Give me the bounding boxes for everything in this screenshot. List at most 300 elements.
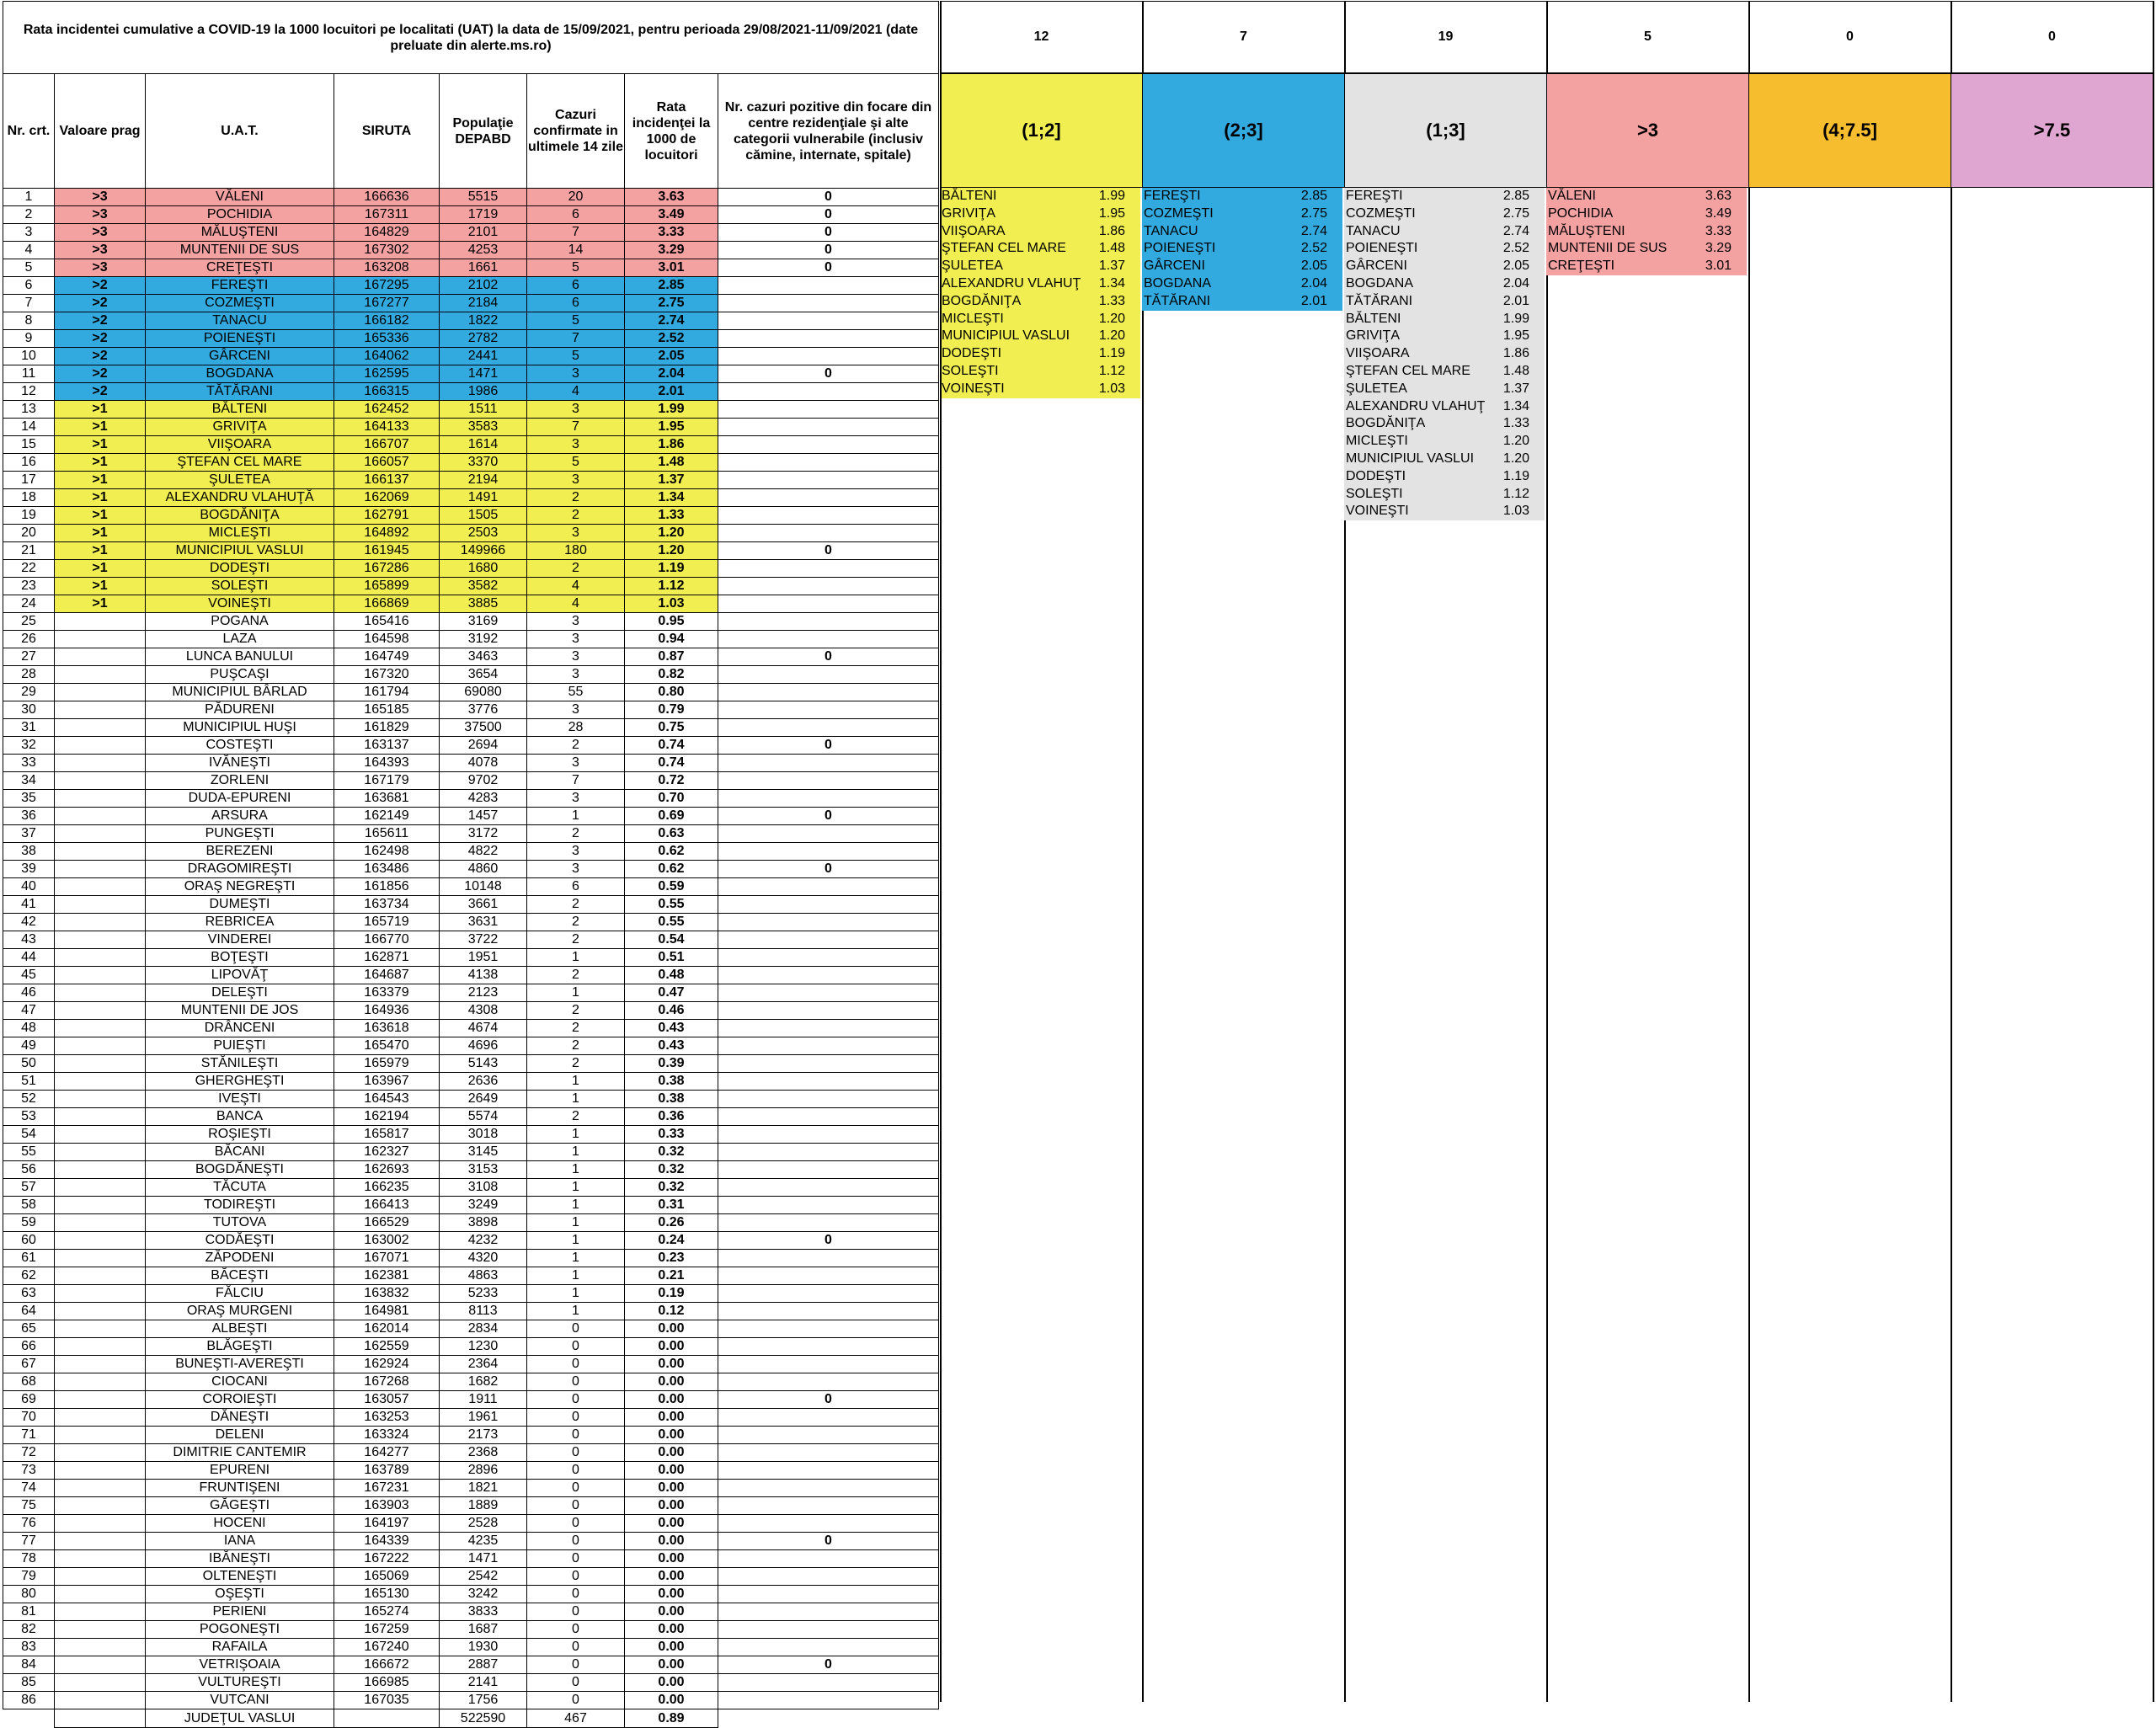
row-number: 7 (3, 295, 55, 312)
panel-divider (1748, 1, 1750, 1702)
table-row (3, 295, 939, 312)
siruta-code: 163253 (334, 1409, 440, 1427)
panel-item-value: 1.03 (1502, 504, 1529, 519)
siruta-code: 162693 (334, 1161, 440, 1179)
outbreak-cases (718, 401, 939, 419)
confirmed-cases: 2 (527, 489, 625, 507)
table-row (3, 224, 939, 242)
uat-name: FRUNTIŞENI (146, 1480, 334, 1497)
confirmed-cases: 3 (527, 525, 625, 542)
incidence-rate: 0.95 (625, 613, 718, 631)
population: 2123 (440, 984, 527, 1002)
panel-item-name: MUNTENII DE SUS (1548, 241, 1668, 256)
row-number: 5 (3, 259, 55, 277)
uat-name: BEREZENI (146, 843, 334, 861)
threshold-value (55, 648, 146, 666)
panel-count: 5 (1546, 1, 1749, 73)
population: 3463 (440, 648, 527, 666)
incidence-rate: 0.55 (625, 914, 718, 931)
confirmed-cases: 28 (527, 719, 625, 737)
threshold-value (55, 1656, 146, 1674)
population: 1821 (440, 1480, 527, 1497)
threshold-value (55, 1002, 146, 1020)
confirmed-cases: 6 (527, 277, 625, 295)
row-number: 37 (3, 825, 55, 843)
uat-name: BOGDANA (146, 365, 334, 383)
incidence-rate: 0.79 (625, 701, 718, 719)
population: 2694 (440, 737, 527, 755)
threshold-value (55, 1232, 146, 1250)
incidence-rate: 0.43 (625, 1020, 718, 1037)
panel-item-name: VOINEŞTI (1346, 504, 1409, 519)
confirmed-cases: 1 (527, 1126, 625, 1144)
header-nr: Nr. crt. (3, 74, 55, 189)
confirmed-cases: 0 (527, 1444, 625, 1462)
panel-item-value: 2.52 (1300, 241, 1327, 256)
row-number: 70 (3, 1409, 55, 1427)
uat-name: PUŞCAŞI (146, 666, 334, 684)
population: 1457 (440, 808, 527, 825)
panel-item-value: 2.52 (1502, 241, 1529, 256)
total-population: 522590 (440, 1709, 527, 1728)
incidence-rate: 0.00 (625, 1373, 718, 1391)
panel-item-name: POIENEŞTI (1144, 241, 1216, 256)
outbreak-cases (718, 772, 939, 790)
threshold-value (55, 1108, 146, 1126)
confirmed-cases: 3 (527, 365, 625, 383)
outbreak-cases (718, 419, 939, 436)
confirmed-cases: 5 (527, 259, 625, 277)
confirmed-cases: 1 (527, 1073, 625, 1091)
outbreak-cases (718, 560, 939, 578)
panel-item-value: 2.05 (1502, 259, 1529, 274)
table-row (3, 914, 939, 931)
row-number: 12 (3, 383, 55, 401)
uat-name: ALBEŞTI (146, 1320, 334, 1338)
population: 4078 (440, 755, 527, 772)
outbreak-cases (718, 878, 939, 896)
confirmed-cases: 2 (527, 1037, 625, 1055)
panel-item-value: 1.34 (1502, 398, 1529, 413)
confirmed-cases: 0 (527, 1603, 625, 1621)
uat-name: LIPOVĂŢ (146, 967, 334, 984)
uat-name: TUTOVA (146, 1214, 334, 1232)
population: 4283 (440, 790, 527, 808)
population: 1511 (440, 401, 527, 419)
panel-item (1344, 258, 1545, 275)
incidence-rate: 1.95 (625, 419, 718, 436)
population: 8113 (440, 1303, 527, 1320)
incidence-rate: 0.80 (625, 684, 718, 701)
siruta-code: 165899 (334, 578, 440, 595)
threshold-value: >1 (55, 507, 146, 525)
row-number: 29 (3, 684, 55, 701)
row-number: 44 (3, 949, 55, 967)
confirmed-cases: 3 (527, 861, 625, 878)
row-number: 54 (3, 1126, 55, 1144)
threshold-value (55, 1515, 146, 1533)
row-number: 51 (3, 1073, 55, 1091)
outbreak-cases (718, 949, 939, 967)
population: 2887 (440, 1656, 527, 1674)
panel-item-name: VĂLENI (1548, 189, 1596, 203)
panel-item (940, 258, 1140, 275)
threshold-value: >3 (55, 242, 146, 259)
row-number: 81 (3, 1603, 55, 1621)
confirmed-cases: 2 (527, 507, 625, 525)
incidence-rate: 2.85 (625, 277, 718, 295)
outbreak-cases (718, 1073, 939, 1091)
panel-item-name: MUNICIPIUL VASLUI (1346, 451, 1475, 466)
confirmed-cases: 0 (527, 1320, 625, 1338)
outbreak-cases (718, 843, 939, 861)
header-cazuri: Cazuri confirmate in ultimele 14 zile (527, 74, 625, 189)
population: 1491 (440, 489, 527, 507)
population: 1505 (440, 507, 527, 525)
population: 2102 (440, 277, 527, 295)
table-row (3, 542, 939, 560)
incidence-rate: 0.43 (625, 1037, 718, 1055)
population: 3898 (440, 1214, 527, 1232)
table-row (3, 1515, 939, 1533)
panel-item-name: MICLEŞTI (1346, 434, 1408, 449)
incidence-rate: 1.99 (625, 401, 718, 419)
panel-item (940, 240, 1140, 258)
population: 2368 (440, 1444, 527, 1462)
table-row (3, 312, 939, 330)
population: 2441 (440, 348, 527, 365)
siruta-code: 163208 (334, 259, 440, 277)
confirmed-cases: 3 (527, 790, 625, 808)
population: 2173 (440, 1427, 527, 1444)
table-row (3, 949, 939, 967)
panel-item-value: 3.01 (1705, 259, 1732, 274)
confirmed-cases: 5 (527, 454, 625, 472)
uat-name: IVEŞTI (146, 1091, 334, 1108)
threshold-value: >3 (55, 224, 146, 242)
threshold-value (55, 1621, 146, 1639)
table-row (3, 1091, 939, 1108)
siruta-code: 164277 (334, 1444, 440, 1462)
population: 4863 (440, 1267, 527, 1285)
threshold-value (55, 1444, 146, 1462)
siruta-code: 163324 (334, 1427, 440, 1444)
incidence-rate: 0.00 (625, 1320, 718, 1338)
siruta-code: 164339 (334, 1533, 440, 1550)
table-row (3, 808, 939, 825)
threshold-value (55, 1285, 146, 1303)
threshold-value (55, 790, 146, 808)
row-number: 40 (3, 878, 55, 896)
outbreak-cases (718, 1427, 939, 1444)
confirmed-cases: 4 (527, 383, 625, 401)
total-cases: 467 (527, 1709, 625, 1728)
confirmed-cases: 0 (527, 1692, 625, 1709)
confirmed-cases: 0 (527, 1568, 625, 1586)
table-row (3, 1391, 939, 1409)
incidence-rate: 0.72 (625, 772, 718, 790)
confirmed-cases: 7 (527, 224, 625, 242)
population: 2141 (440, 1674, 527, 1692)
panel-item (940, 345, 1140, 363)
table-row (3, 1444, 939, 1462)
confirmed-cases: 20 (527, 189, 625, 206)
threshold-value (55, 1037, 146, 1055)
siruta-code: 164829 (334, 224, 440, 242)
uat-name: BLĂGEŞTI (146, 1338, 334, 1356)
confirmed-cases: 0 (527, 1391, 625, 1409)
outbreak-cases (718, 436, 939, 454)
confirmed-cases: 0 (527, 1550, 625, 1568)
panel-item (1142, 240, 1342, 258)
siruta-code: 163137 (334, 737, 440, 755)
incidence-rate: 0.00 (625, 1674, 718, 1692)
panel-item-value: 1.99 (1502, 311, 1529, 326)
incidence-rate: 0.00 (625, 1444, 718, 1462)
uat-name: PĂDURENI (146, 701, 334, 719)
uat-name: FEREŞTI (146, 277, 334, 295)
population: 3722 (440, 931, 527, 949)
table-row (3, 1427, 939, 1444)
siruta-code: 167222 (334, 1550, 440, 1568)
confirmed-cases: 1 (527, 1303, 625, 1320)
siruta-code: 164062 (334, 348, 440, 365)
siruta-code: 167179 (334, 772, 440, 790)
threshold-value: >1 (55, 472, 146, 489)
incidence-table (3, 1, 939, 1728)
threshold-value (55, 1144, 146, 1161)
incidence-rate: 0.00 (625, 1480, 718, 1497)
threshold-value: >1 (55, 595, 146, 613)
threshold-value (55, 896, 146, 914)
siruta-code: 167295 (334, 277, 440, 295)
uat-name: DRAGOMIREŞTI (146, 861, 334, 878)
confirmed-cases: 55 (527, 684, 625, 701)
panel-count: 19 (1344, 1, 1547, 73)
confirmed-cases: 2 (527, 914, 625, 931)
row-number: 15 (3, 436, 55, 454)
siruta-code: 163681 (334, 790, 440, 808)
siruta-code: 165611 (334, 825, 440, 843)
confirmed-cases: 0 (527, 1586, 625, 1603)
table-row (3, 1320, 939, 1338)
incidence-rate: 0.75 (625, 719, 718, 737)
siruta-code: 166137 (334, 472, 440, 489)
population: 1682 (440, 1373, 527, 1391)
outbreak-cases: 0 (718, 242, 939, 259)
population: 4696 (440, 1037, 527, 1055)
siruta-code: 161829 (334, 719, 440, 737)
uat-name: ZORLENI (146, 772, 334, 790)
outbreak-cases (718, 1338, 939, 1356)
confirmed-cases: 4 (527, 578, 625, 595)
threshold-value (55, 737, 146, 755)
confirmed-cases: 0 (527, 1356, 625, 1373)
siruta-code: 167302 (334, 242, 440, 259)
panel-item-name: ALEXANDRU VLAHUŢ (1346, 398, 1486, 413)
siruta-code: 163379 (334, 984, 440, 1002)
population: 5233 (440, 1285, 527, 1303)
population: 2782 (440, 330, 527, 348)
panel-item-value: 1.19 (1502, 468, 1529, 483)
threshold-value (55, 719, 146, 737)
incidence-rate: 0.00 (625, 1550, 718, 1568)
threshold-value (55, 1497, 146, 1515)
row-number: 31 (3, 719, 55, 737)
threshold-value: >2 (55, 277, 146, 295)
incidence-rate: 0.87 (625, 648, 718, 666)
panel-item-value: 1.12 (1098, 363, 1125, 378)
siruta-code: 162327 (334, 1144, 440, 1161)
siruta-code: 163832 (334, 1285, 440, 1303)
uat-name: FĂLCIU (146, 1285, 334, 1303)
population: 1471 (440, 1550, 527, 1568)
confirmed-cases: 0 (527, 1674, 625, 1692)
confirmed-cases: 1 (527, 1214, 625, 1232)
incidence-rate: 1.48 (625, 454, 718, 472)
table-row (3, 489, 939, 507)
outbreak-cases (718, 1020, 939, 1037)
siruta-code: 166985 (334, 1674, 440, 1692)
panel-count: 12 (940, 1, 1143, 73)
outbreak-cases (718, 1639, 939, 1656)
outbreak-cases (718, 1497, 939, 1515)
row-number: 24 (3, 595, 55, 613)
outbreak-cases (718, 1055, 939, 1073)
outbreak-cases (718, 1179, 939, 1197)
panel-item-name: FEREŞTI (1144, 189, 1201, 203)
row-number: 71 (3, 1427, 55, 1444)
siruta-code: 164543 (334, 1091, 440, 1108)
panel-item-name: ŞULETEA (1346, 381, 1407, 396)
threshold-value: >3 (55, 206, 146, 224)
incidence-rate: 0.23 (625, 1250, 718, 1267)
incidence-rate: 1.86 (625, 436, 718, 454)
row-number: 69 (3, 1391, 55, 1409)
outbreak-cases (718, 825, 939, 843)
panel-item-name: VOINEŞTI (942, 381, 1005, 396)
row-number: 62 (3, 1267, 55, 1285)
threshold-value (55, 1462, 146, 1480)
row-number: 14 (3, 419, 55, 436)
incidence-rate: 0.74 (625, 737, 718, 755)
confirmed-cases: 6 (527, 295, 625, 312)
panel-item-value: 1.86 (1098, 223, 1125, 238)
panel-item (940, 293, 1140, 311)
population: 3833 (440, 1603, 527, 1621)
incidence-rate: 0.00 (625, 1586, 718, 1603)
siruta-code: 164393 (334, 755, 440, 772)
population: 4308 (440, 1002, 527, 1020)
siruta-code: 165817 (334, 1126, 440, 1144)
uat-name: BOGDĂNEŞTI (146, 1161, 334, 1179)
panel-item-name: MĂLUŞTENI (1548, 223, 1625, 238)
outbreak-cases: 0 (718, 861, 939, 878)
incidence-rate: 0.47 (625, 984, 718, 1002)
threshold-value: >1 (55, 436, 146, 454)
uat-name: VIIŞOARA (146, 436, 334, 454)
threshold-value (55, 1320, 146, 1338)
uat-name: MUNICIPIUL HUŞI (146, 719, 334, 737)
table-row (3, 1373, 939, 1391)
siruta-code: 167240 (334, 1639, 440, 1656)
incidence-rate: 1.20 (625, 542, 718, 560)
siruta-code: 163903 (334, 1497, 440, 1515)
table-row (3, 772, 939, 790)
row-number: 16 (3, 454, 55, 472)
incidence-rate: 0.00 (625, 1338, 718, 1356)
threshold-value (55, 1533, 146, 1550)
population: 3145 (440, 1144, 527, 1161)
threshold-value (55, 967, 146, 984)
confirmed-cases: 3 (527, 631, 625, 648)
confirmed-cases: 0 (527, 1427, 625, 1444)
uat-name: CIOCANI (146, 1373, 334, 1391)
siruta-code: 162069 (334, 489, 440, 507)
population: 2542 (440, 1568, 527, 1586)
panel-item-name: POIENEŞTI (1346, 241, 1418, 256)
outbreak-cases (718, 701, 939, 719)
siruta-code: 163486 (334, 861, 440, 878)
siruta-code: 164133 (334, 419, 440, 436)
incidence-rate: 0.00 (625, 1568, 718, 1586)
table-row (3, 1639, 939, 1656)
panel-item-value: 2.85 (1502, 189, 1529, 203)
incidence-rate: 0.38 (625, 1091, 718, 1108)
table-row (3, 1161, 939, 1179)
uat-name: MUNTENII DE JOS (146, 1002, 334, 1020)
row-number: 39 (3, 861, 55, 878)
uat-name: GÂRCENI (146, 348, 334, 365)
outbreak-cases (718, 1586, 939, 1603)
panel-item-value: 3.29 (1705, 241, 1732, 256)
population: 2503 (440, 525, 527, 542)
panel-item-name: COZMEŞTI (1346, 205, 1416, 221)
incidence-rate: 1.33 (625, 507, 718, 525)
panel-item-name: DODEŞTI (1346, 468, 1406, 483)
panel-item (1344, 433, 1545, 451)
panel-item-value: 1.20 (1502, 451, 1529, 466)
incidence-rate: 0.36 (625, 1108, 718, 1126)
outbreak-cases (718, 931, 939, 949)
siruta-code: 163618 (334, 1020, 440, 1037)
row-number: 53 (3, 1108, 55, 1126)
panel-item (1344, 205, 1545, 223)
population: 149966 (440, 542, 527, 560)
threshold-value (55, 1073, 146, 1091)
outbreak-cases (718, 1444, 939, 1462)
row-number: 22 (3, 560, 55, 578)
outbreak-cases (718, 1214, 939, 1232)
uat-name: ŞULETEA (146, 472, 334, 489)
confirmed-cases: 0 (527, 1462, 625, 1480)
outbreak-cases: 0 (718, 206, 939, 224)
uat-name: OŞEŞTI (146, 1586, 334, 1603)
row-number: 82 (3, 1621, 55, 1639)
incidence-rate: 1.12 (625, 578, 718, 595)
outbreak-cases (718, 1267, 939, 1285)
outbreak-cases (718, 330, 939, 348)
panel-item-value: 3.63 (1705, 189, 1732, 203)
row-number: 20 (3, 525, 55, 542)
threshold-value (55, 949, 146, 967)
population: 3370 (440, 454, 527, 472)
incidence-rate: 2.75 (625, 295, 718, 312)
panel-item (1142, 205, 1342, 223)
table-row (3, 1197, 939, 1214)
row-number: 77 (3, 1533, 55, 1550)
panel-item (940, 381, 1140, 398)
